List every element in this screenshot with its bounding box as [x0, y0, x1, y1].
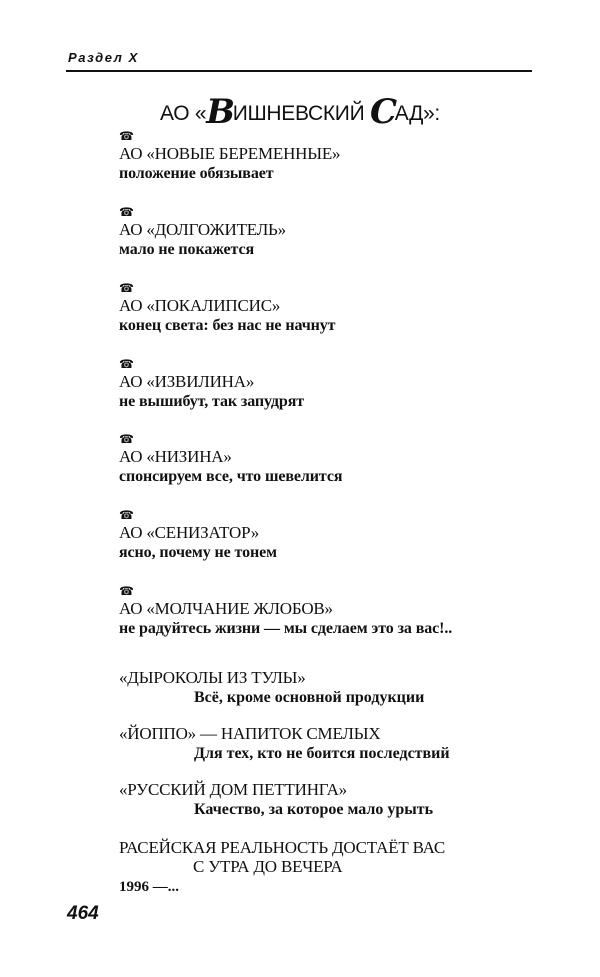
- company-name: АО «СЕНИЗАТОР»: [119, 523, 260, 542]
- company-name: АО «НОВЫЕ БЕРЕМЕННЫЕ»: [119, 144, 341, 163]
- slogan-block: [119, 780, 433, 820]
- company-entry: [119, 206, 286, 260]
- company-motto: конец света: без нас не начнут: [119, 317, 336, 334]
- company-motto: положение обязывает: [119, 165, 274, 182]
- company-motto: ясно, почему не тонем: [119, 544, 277, 561]
- company-motto: не вышибут, так запудрят: [119, 393, 305, 410]
- closing-slogan: [119, 838, 445, 898]
- slogan-block: [119, 724, 450, 764]
- company-name: АО «ИЗВИЛИНА»: [119, 372, 255, 391]
- title-word-2: АД»:: [394, 102, 440, 125]
- slogan-line: Всё, кроме основной продукции: [194, 689, 425, 706]
- closing-year: 1996 —...: [119, 879, 179, 895]
- company-motto: мало не покажется: [119, 241, 255, 258]
- company-entry: [119, 509, 277, 563]
- closing-line-2: С УТРА ДО ВЕЧЕРА: [193, 857, 343, 876]
- phone-icon: ☎: [119, 432, 134, 446]
- phone-icon: ☎: [119, 281, 134, 295]
- phone-icon: ☎: [119, 584, 134, 598]
- company-entry: [119, 433, 342, 487]
- company-entry: [119, 358, 304, 412]
- company-entry: [119, 585, 452, 639]
- company-name: АО «МОЛЧАНИЕ ЖЛОБОВ»: [119, 599, 333, 618]
- phone-icon: ☎: [119, 205, 134, 219]
- title-prefix: АО «: [160, 102, 207, 125]
- slogan-name: «ЙОППО» — НАПИТОК СМЕЛЫХ: [119, 724, 381, 743]
- company-name: АО «ПОКАЛИПСИС»: [119, 296, 281, 315]
- running-head: Раздел X: [68, 50, 139, 65]
- phone-icon: ☎: [119, 508, 134, 522]
- slogan-block: [119, 668, 424, 708]
- title-initial-2: С: [369, 92, 397, 132]
- slogan-name: «ДЫРОКОЛЫ ИЗ ТУЛЫ»: [119, 668, 306, 687]
- section-title: [0, 92, 600, 132]
- phone-icon: ☎: [119, 357, 134, 371]
- company-motto: не радуйтесь жизни — мы сделаем это за вас!..: [119, 620, 453, 637]
- company-name: АО «НИЗИНА»: [119, 447, 232, 466]
- title-initial-1: В: [206, 92, 235, 132]
- closing-line-1: РАСЕЙСКАЯ РЕАЛЬНОСТЬ ДОСТАЁТ ВАС: [119, 838, 446, 857]
- company-entry: [119, 130, 340, 184]
- slogan-line: Качество, за которое мало урыть: [194, 801, 434, 818]
- title-word-1: ИШНЕВСКИЙ: [232, 102, 370, 125]
- company-motto: спонсируем все, что шевелится: [119, 468, 343, 485]
- page-number: 464: [67, 903, 99, 924]
- header-rule: [66, 70, 532, 72]
- company-name: АО «ДОЛГОЖИТЕЛЬ»: [119, 220, 286, 239]
- phone-icon: ☎: [119, 129, 134, 143]
- company-entry: [119, 282, 335, 336]
- slogan-line: Для тех, кто не боится последствий: [194, 745, 450, 762]
- slogan-name: «РУССКИЙ ДОМ ПЕТТИНГА»: [119, 780, 347, 799]
